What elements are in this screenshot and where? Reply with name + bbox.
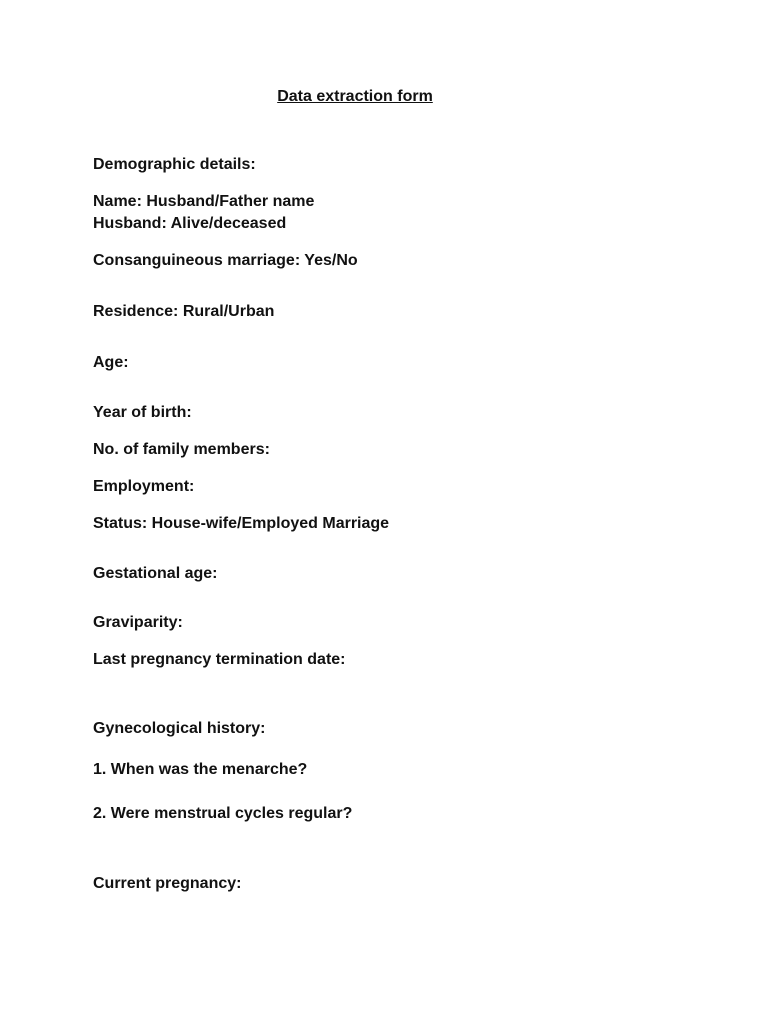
field-name: Name: Husband/Father name [93, 193, 315, 210]
field-family-members: No. of family members: [93, 441, 270, 458]
section-heading-demographic: Demographic details: [93, 156, 256, 173]
field-status: Status: House-wife/Employed Marriage [93, 515, 390, 532]
question-menstrual-cycles: 2. Were menstrual cycles regular? [93, 805, 353, 822]
field-residence: Residence: Rural/Urban [93, 303, 275, 320]
field-graviparity: Graviparity: [93, 614, 183, 631]
question-menarche: 1. When was the menarche? [93, 761, 308, 778]
field-year-of-birth: Year of birth: [93, 404, 192, 421]
field-husband: Husband: Alive/deceased [93, 215, 287, 232]
field-gestational-age: Gestational age: [93, 565, 218, 582]
field-last-pregnancy-termination: Last pregnancy termination date: [93, 651, 346, 668]
field-age: Age: [93, 354, 129, 371]
field-employment: Employment: [93, 478, 195, 495]
form-title: Data extraction form [277, 88, 433, 105]
section-heading-current-pregnancy: Current pregnancy: [93, 875, 242, 892]
field-consanguineous-marriage: Consanguineous marriage: Yes/No [93, 252, 358, 269]
section-heading-gynecological: Gynecological history: [93, 720, 266, 737]
